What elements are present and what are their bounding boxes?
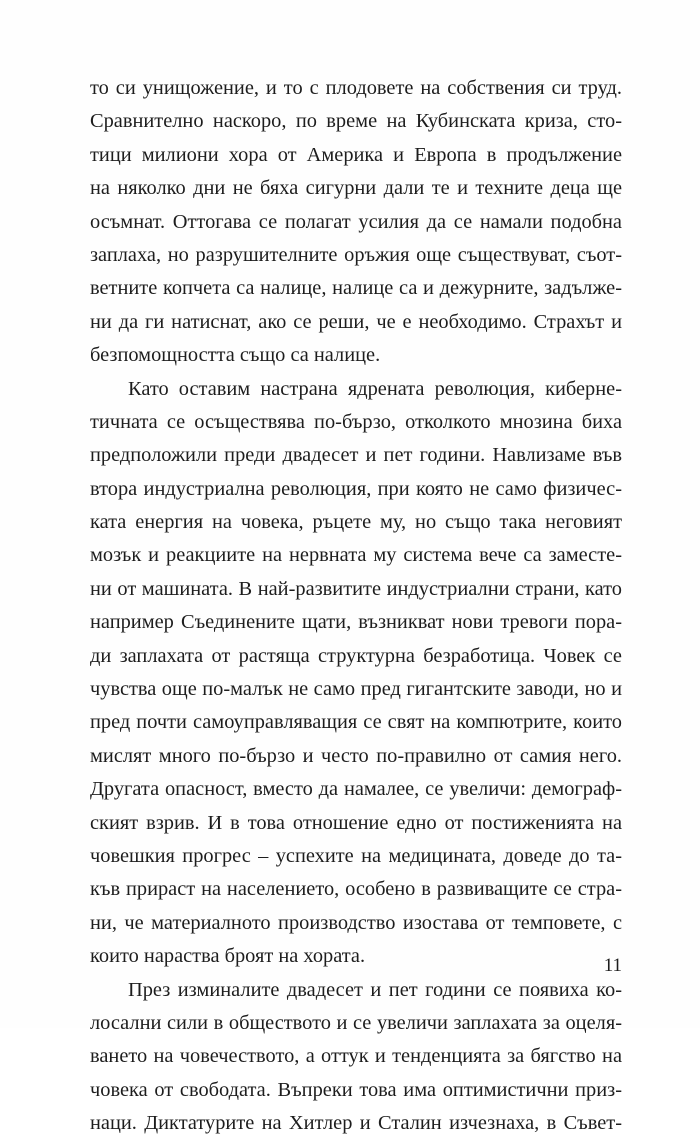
text-line: които нараства броят на хората. [90,945,366,968]
text-line: заплаха, но разрушителните оръжия още съществуват, съот- [90,243,622,266]
text-line: ският взрив. И в това отношение едно от постиженията на [90,811,622,834]
text-line: Сравнително наскоро, по време на Кубинската криза, сто- [90,110,622,133]
page-number: 11 [603,955,622,976]
text-line: мислят много по-бързо и често по-правилно от самия него. [90,744,622,767]
text-line: ни от машината. В най-развитите индустриални страни, като [90,577,622,600]
paragraph [90,974,622,1141]
text-line: наци. Диктатурите на Хитлер и Сталин изчезнаха, в Съвет- [90,1112,622,1135]
text-line: През изминалите двадесет и пет години се появиха ко- [128,978,622,1001]
text-line: на няколко дни не бяха сигурни дали те и техните деца ще [90,177,622,200]
text-line: то си унищожение, и то с плодовете на собствения си труд. [90,77,622,99]
text-line: Като оставим настрана ядрената революция, киберне- [128,377,622,400]
body-text [90,72,622,1141]
text-line: ката енергия на човека, ръцете му, но също така неговият [90,511,622,534]
text-line: ди заплахата от растяща структурна безработица. Човек се [90,644,622,667]
text-line: тичната се осъществява по-бързо, отколкото мнозина биха [90,410,622,433]
text-line: безпомощността също са налице. [90,344,381,367]
text-line: къв прираст на населението, особено в развиващите се стра- [90,878,622,901]
text-line: осъмнат. Оттогава се полагат усилия да се намали подобна [90,210,622,233]
text-line: ветните копчета са налице, налице са и дежурните, задълже- [90,277,622,300]
text-line: пред почти самоуправляващия се свят на компютрите, които [90,711,622,734]
text-line: Другата опасност, вместо да намалее, се увеличи: демограф- [90,778,622,801]
text-line: предположили преди двадесет и пет години. Навлизаме във [90,444,622,467]
text-line: втора индустриална революция, при която не само физичес- [90,477,622,500]
text-line: например Съединените щати, възникват нови тревоги пора- [90,611,622,634]
text-line: тици милиони хора от Америка и Европа в продължение [90,143,622,166]
text-line: мозък и реакциите на нервната му система вече са заместе- [90,544,622,567]
text-line: човека от свободата. Въпреки това има оптимистични приз- [90,1078,622,1101]
text-line: ването на човечеството, а оттук и тенденцията за бягство на [90,1045,622,1068]
text-line: ни, че материалното производство изостава от темповете, с [90,911,622,934]
text-line: лосални сили в обществото и се увеличи заплахата за оцеля- [90,1011,622,1034]
text-line: човешкия прогрес – успехите на медицината, доведе до та- [90,844,622,867]
paragraph [90,72,622,373]
text-line: ни да ги натиснат, ако се реши, че е необходимо. Страхът и [90,310,622,333]
text-line: чувства още по-малък не само пред гигантските заводи, но и [90,678,622,701]
paragraph [90,373,622,974]
